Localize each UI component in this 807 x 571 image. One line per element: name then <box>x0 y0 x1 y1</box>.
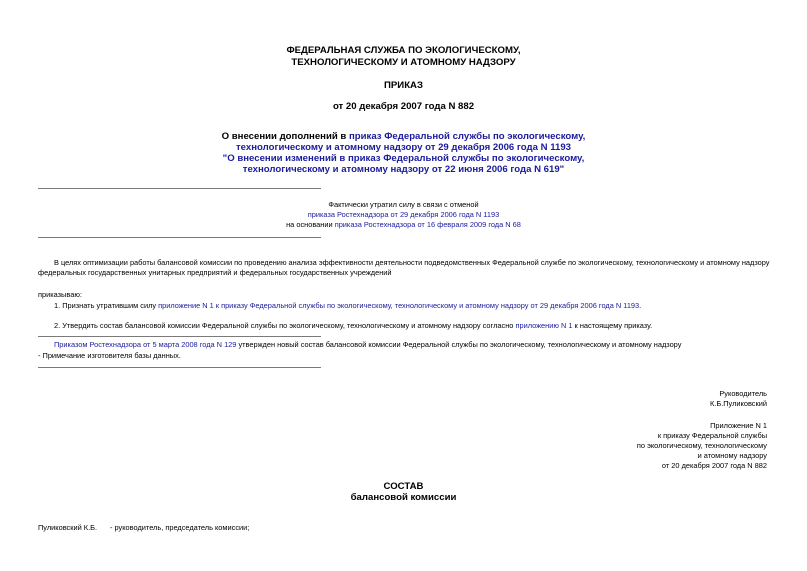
status-basis-prefix: на основании <box>286 220 335 229</box>
divider <box>38 237 321 238</box>
member-role: - руководитель, председатель комиссии; <box>110 523 250 532</box>
title-link-order-619[interactable]: "О внесении изменений в приказ Федеральной службы по экологическому, <box>222 153 585 164</box>
composition-subtitle: балансовой комиссии <box>350 492 457 503</box>
item2-link-appendix[interactable]: приложению N 1 <box>515 321 573 330</box>
org-name-line1: ФЕДЕРАЛЬНАЯ СЛУЖБА ПО ЭКОЛОГИЧЕСКОМУ, <box>286 45 521 56</box>
status-link-order-68[interactable]: приказа Ростехнадзора от 16 февраля 2009 года N 68 <box>334 220 521 229</box>
note-text: утвержден новый состав балансовой комиссии Федеральной службы по экологическому, технологическому и атомному надзору <box>236 340 682 349</box>
item2-prefix: 2. Утвердить состав балансовой комиссии Федеральной службы по экологическому, технологическому и атомному надзору согласно <box>54 321 516 330</box>
signature-role: Руководитель <box>719 389 767 398</box>
appendix-line4: и атомному надзору <box>697 451 767 460</box>
item1-prefix: 1. Признать утратившим силу <box>54 301 159 310</box>
order-item-2 <box>54 321 652 331</box>
divider <box>38 336 321 337</box>
item2-suffix: к настоящему приказу. <box>572 321 653 330</box>
title-link-order-1193-cont[interactable]: технологическому и атомному надзору от 29 декабря 2006 года N 1193 <box>235 142 572 153</box>
editor-note <box>54 340 681 350</box>
status-link-order-1193[interactable]: приказа Ростехнадзора от 29 декабря 2006 года N 1193 <box>307 210 500 219</box>
appendix-line1: Приложение N 1 <box>710 421 767 430</box>
member-name: Пуликовский К.Б. <box>38 523 98 532</box>
org-name-line2: ТЕХНОЛОГИЧЕСКОМУ И АТОМНОМУ НАДЗОРУ <box>291 57 516 68</box>
intro-paragraph: В целях оптимизации работы балансовой комиссии по проведению анализа эффективности деятельности подведомственных Федеральной службе по экологическому, технологическому и атомному надзору федеральных государственных унитарных предприятий и федеральных государственных учреждений <box>38 258 770 277</box>
title-prefix: О внесении дополнений в <box>221 131 349 142</box>
item1-suffix: . <box>639 301 642 310</box>
appendix-line2: к приказу Федеральной службы <box>657 431 767 440</box>
order-word: приказываю: <box>38 290 82 299</box>
status-line1: Фактически утратил силу в связи с отменой <box>328 200 479 209</box>
appendix-line5: от 20 декабря 2007 года N 882 <box>661 461 767 470</box>
note-link-order-129[interactable]: Приказом Ростехнадзора от 5 марта 2008 года N 129 <box>54 340 237 349</box>
divider <box>38 188 321 189</box>
composition-title: СОСТАВ <box>383 481 424 492</box>
item1-link-appendix[interactable]: приложение N 1 к приказу Федеральной службы по экологическому, технологическому и атомному надзору от 29 декабря 2006 года N 1193 <box>158 301 640 310</box>
doc-title-line1 <box>0 131 807 142</box>
signature-name: К.Б.Пуликовский <box>709 399 767 408</box>
order-item-1 <box>54 301 641 311</box>
divider <box>38 367 321 368</box>
doc-type: ПРИКАЗ <box>384 80 423 91</box>
note-source: - Примечание изготовителя базы данных. <box>38 351 181 360</box>
status-line3 <box>0 220 807 230</box>
doc-date-number: от 20 декабря 2007 года N 882 <box>332 101 475 112</box>
title-link-order-1193[interactable]: приказ Федеральной службы по экологическому, <box>349 131 586 142</box>
appendix-line3: по экологическому, технологическому <box>636 441 767 450</box>
title-link-order-619-cont[interactable]: технологическому и атомному надзору от 22 июня 2006 года N 619" <box>242 164 565 175</box>
